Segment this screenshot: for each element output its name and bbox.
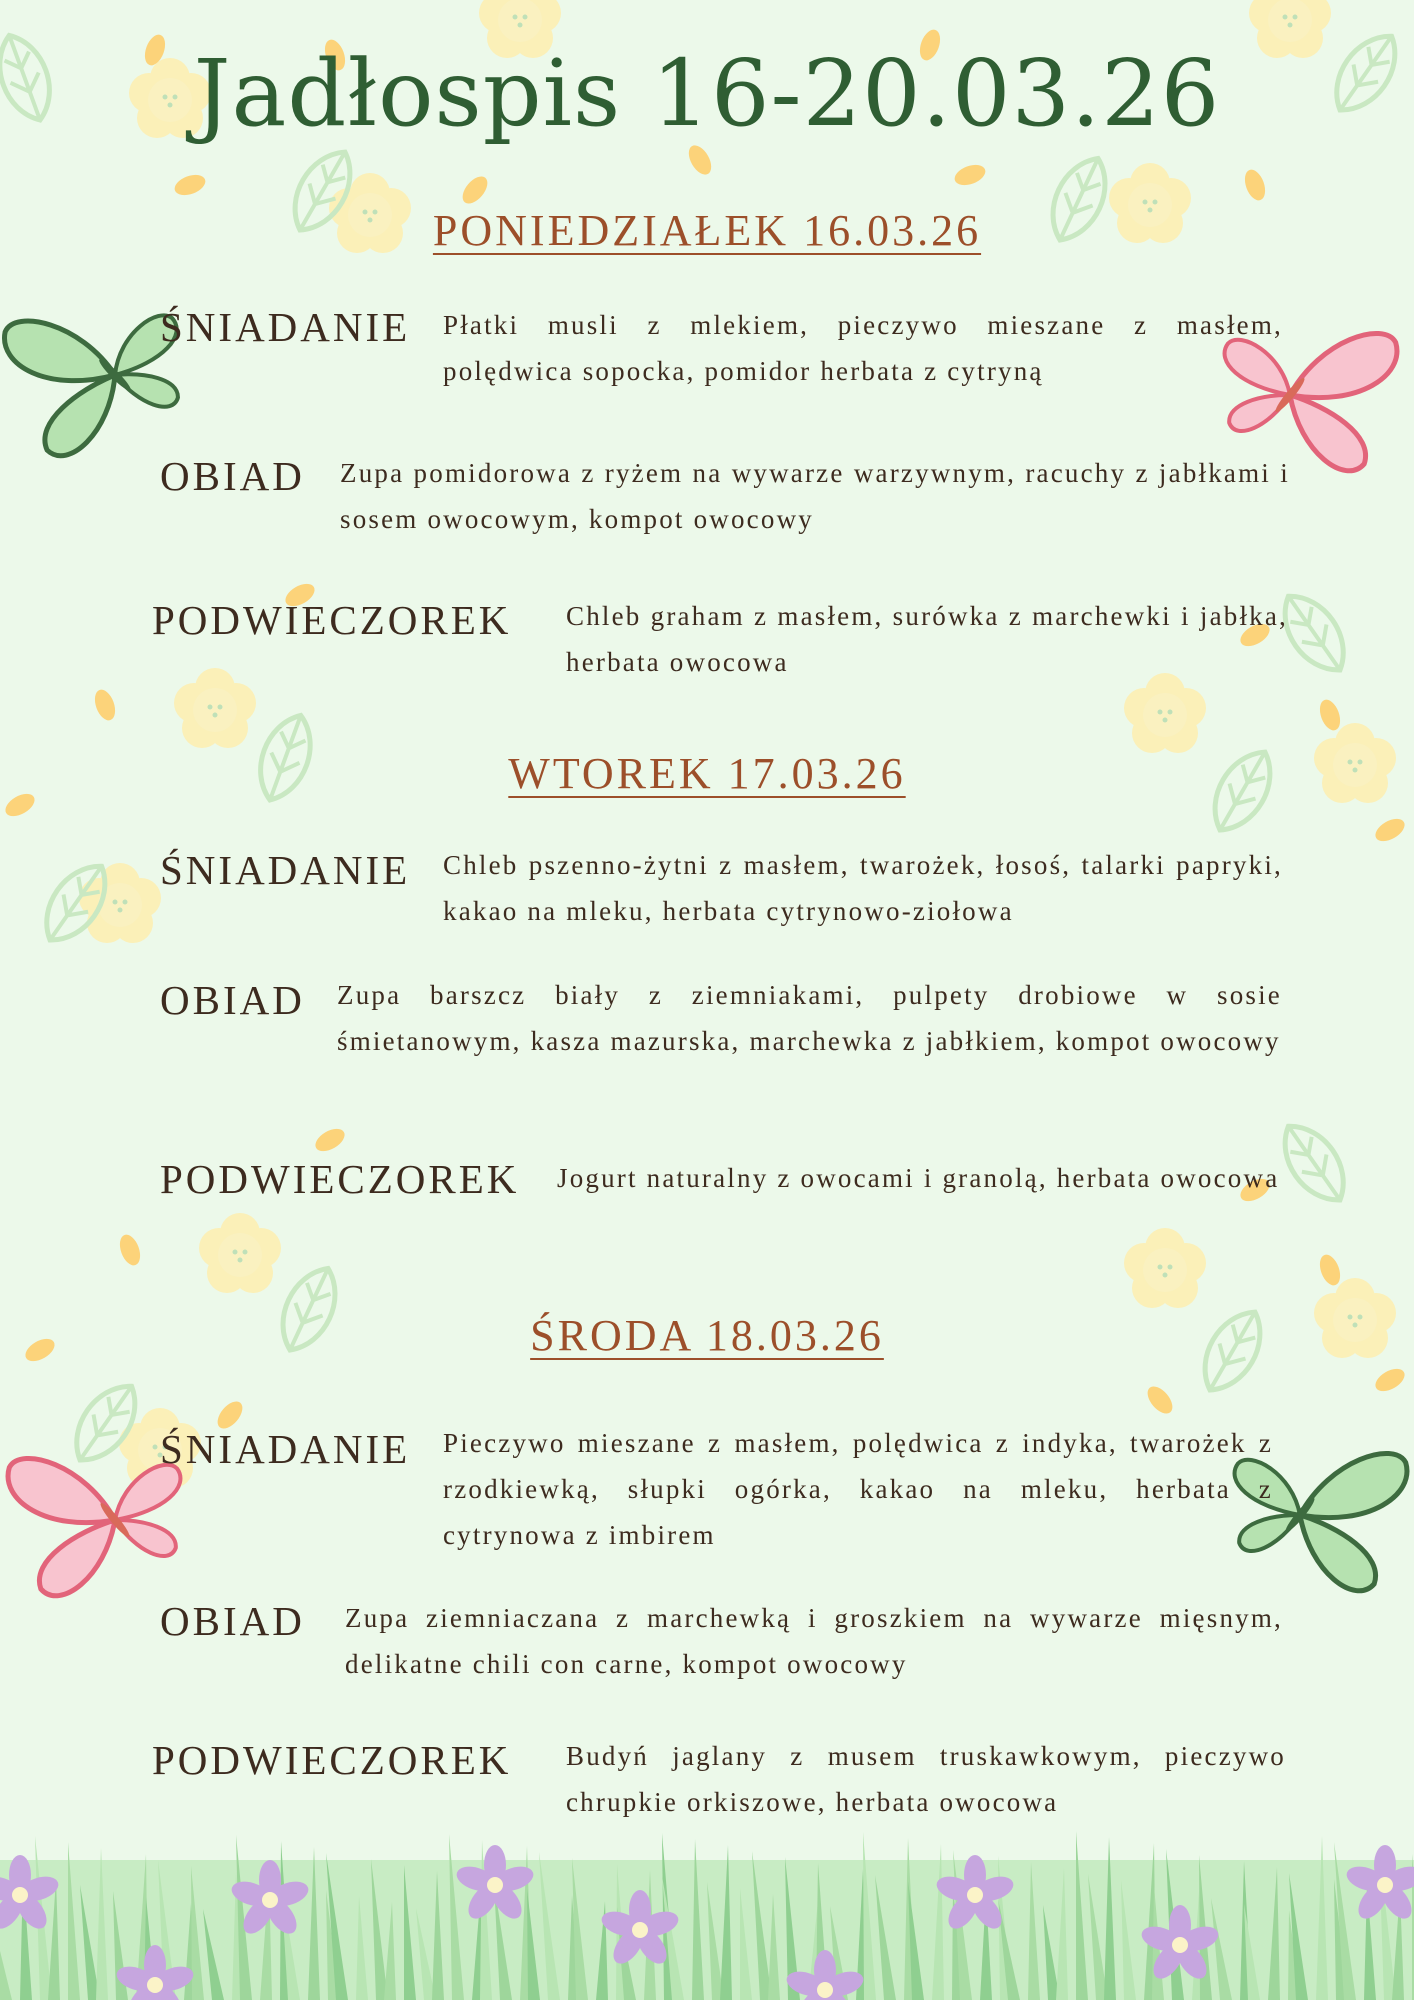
meal-description-breakfast: Pieczywo mieszane z masłem, polędwica z indyka, twarożek z rzodkiewką, słupki ogórka, kakao na mleku, herbata z cytrynowa z imbirem [443, 1428, 1273, 1550]
meal-description-snack: Budyń jaglany z musem truskawkowym, pieczywo chrupkie orkiszowe, herbata owocowa [566, 1741, 1286, 1817]
day-heading-wednesday: ŚRODA 18.03.26 [530, 1311, 884, 1360]
meal-description-snack: Chleb graham z masłem, surówka z marchewki i jabłka, herbata owocowa [566, 601, 1288, 677]
meal-label-breakfast: ŚNIADANIE [160, 847, 411, 893]
page-title: Jadłospis 16-20.03.26 [193, 40, 1221, 147]
day-heading-monday: PONIEDZIAŁEK 16.03.26 [432, 206, 982, 255]
meal-label-breakfast: ŚNIADANIE [160, 1426, 411, 1472]
meal-description-breakfast: Płatki musli z mlekiem, pieczywo mieszane z masłem, polędwica sopocka, pomidor herbata z cytryną [443, 310, 1283, 386]
meal-label-snack: PODWIECZOREK [152, 597, 512, 643]
day-heading-tuesday: WTOREK 17.03.26 [508, 749, 906, 798]
meal-description-lunch: Zupa pomidorowa z ryżem na wywarze warzywnym, racuchy z jabłkami i sosem owocowym, kompot owocowy [340, 458, 1290, 534]
meal-description-lunch: Zupa ziemniaczana z marchewką i groszkiem na wywarze mięsnym, delikatne chili con carne, kompot owocowy [345, 1603, 1283, 1679]
meal-description-breakfast: Chleb pszenno-żytni z masłem, twarożek, łosoś, talarki papryki, kakao na mleku, herbata cytrynowo-ziołowa [443, 850, 1283, 926]
meal-label-snack: PODWIECZOREK [152, 1737, 512, 1783]
meal-label-snack: PODWIECZOREK [160, 1156, 520, 1202]
meal-description-lunch: Zupa barszcz biały z ziemniakami, pulpety drobiowe w sosie śmietanowym, kasza mazurska, marchewka z jabłkiem, kompot owocowy [337, 980, 1282, 1056]
meal-label-breakfast: ŚNIADANIE [160, 304, 411, 350]
meal-label-lunch: OBIAD [160, 1598, 305, 1644]
meal-label-lunch: OBIAD [160, 977, 305, 1023]
meal-label-lunch: OBIAD [160, 453, 305, 499]
meal-description-snack: Jogurt naturalny z owocami i granolą, herbata owocowa [557, 1163, 1280, 1193]
